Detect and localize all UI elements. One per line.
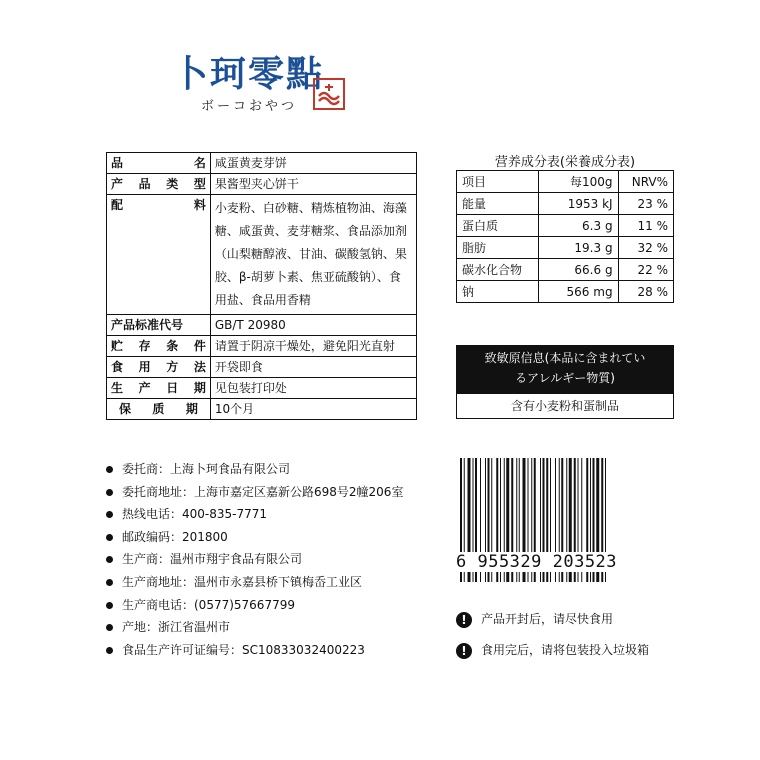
nutrition-header-per100g: 每100g — [539, 171, 618, 193]
nutrient-nrv: 11 % — [618, 215, 673, 237]
standard-code-value: GB/T 20980 — [210, 315, 416, 336]
list-item — [106, 526, 403, 549]
list-item — [106, 594, 403, 617]
manufacturer-address: 生产商地址：温州市永嘉县桥下镇梅岙工业区 — [122, 574, 363, 589]
table-row — [107, 357, 417, 378]
warning-text: 食用完后，请将包装投入垃圾箱 — [481, 643, 650, 657]
origin: 产地：浙江省温州市 — [122, 620, 231, 635]
product-name-label: 品 名 — [107, 153, 211, 174]
nutrition-table — [456, 170, 674, 303]
brand-logo-text: 卜珂零點 — [172, 53, 325, 95]
brand-seal-icon — [313, 78, 345, 110]
nutrition-header-item: 项目 — [457, 171, 539, 193]
allergen-title-line1: 致敏原信息(本品に含まれてい — [484, 351, 646, 365]
exclamation-icon: ! — [456, 612, 472, 628]
bullet-icon — [106, 511, 113, 518]
nutrient-amount: 1953 kJ — [539, 193, 618, 215]
bullet-icon — [106, 466, 113, 473]
production-date-label: 生产日期 — [107, 378, 211, 399]
nutrient-name: 钠 — [457, 281, 539, 303]
bullet-icon — [106, 556, 113, 563]
warning-text: 产品开封后，请尽快食用 — [481, 612, 614, 626]
product-name-value: 咸蛋黄麦芽饼 — [210, 153, 416, 174]
exclamation-icon: ! — [456, 643, 472, 659]
table-row — [457, 215, 674, 237]
table-row — [107, 378, 417, 399]
manufacturer-name: 生产商：温州市翔宇食品有限公司 — [122, 552, 303, 567]
table-row — [107, 195, 417, 315]
bullet-icon — [106, 602, 113, 609]
nutrient-name: 脂肪 — [457, 237, 539, 259]
nutrient-amount: 6.3 g — [539, 215, 618, 237]
table-row — [457, 259, 674, 281]
table-row — [107, 153, 417, 174]
warning-item — [456, 610, 613, 628]
nutrient-amount: 19.3 g — [539, 237, 618, 259]
bullet-icon — [106, 624, 113, 631]
client-name: 委托商：上海卜珂食品有限公司 — [122, 462, 291, 476]
ingredients-label: 配 料 — [107, 195, 211, 315]
company-info-list — [106, 458, 403, 661]
allergen-title-line2: るアレルギー物質) — [515, 371, 615, 385]
storage-value: 请置于阴凉干燥处，避免阳光直射 — [210, 336, 416, 357]
postal-code: 邮政编码：201800 — [122, 529, 228, 544]
list-item — [106, 548, 403, 571]
ingredients-value: 小麦粉、白砂糖、精炼植物油、海藻糖、咸蛋黄、麦芽糖浆、食品添加剂（山梨糖醇液、甘油、碳酸氢钠、果胶、β-胡萝卜素、焦亚硫酸钠）、食用盐、食品用香精 — [210, 195, 416, 315]
product-type-value: 果酱型夹心饼干 — [210, 174, 416, 195]
storage-label: 贮存条件 — [107, 336, 211, 357]
barcode-digits: 6 955329 203523 — [456, 552, 646, 572]
list-item — [106, 639, 403, 662]
table-row — [457, 281, 674, 303]
bullet-icon — [106, 534, 113, 541]
table-row — [107, 315, 417, 336]
shelf-life-label: 保质期 — [107, 399, 211, 420]
product-info-table — [106, 152, 417, 420]
nutrient-amount: 66.6 g — [539, 259, 618, 281]
nutrient-nrv: 22 % — [618, 259, 673, 281]
production-date-value: 见包装打印处 — [210, 378, 416, 399]
bullet-icon — [106, 647, 113, 654]
table-row — [107, 399, 417, 420]
table-row — [457, 193, 674, 215]
list-item — [106, 503, 403, 526]
usage-label: 食用方法 — [107, 357, 211, 378]
table-row — [107, 174, 417, 195]
bullet-icon — [106, 489, 113, 496]
nutrient-nrv: 32 % — [618, 237, 673, 259]
list-item — [106, 458, 403, 481]
table-row — [107, 336, 417, 357]
nutrient-nrv: 23 % — [618, 193, 673, 215]
usage-value: 开袋即食 — [210, 357, 416, 378]
nutrient-amount: 566 mg — [539, 281, 618, 303]
nutrient-name: 能量 — [457, 193, 539, 215]
nutrition-header-nrv: NRV% — [618, 171, 673, 193]
brand-logo-subtitle: ボーコおやつ — [201, 99, 298, 114]
client-address: 委托商地址：上海市嘉定区嘉新公路698号2幢206室 — [122, 484, 404, 499]
list-item — [106, 571, 403, 594]
nutrient-nrv: 28 % — [618, 281, 673, 303]
nutrient-name: 碳水化合物 — [457, 259, 539, 281]
hotline: 热线电话：400-835-7771 — [122, 507, 268, 522]
list-item — [106, 481, 403, 504]
warning-item — [456, 641, 649, 659]
shelf-life-value: 10个月 — [210, 399, 416, 420]
allergen-content: 含有小麦粉和蛋制品 — [456, 393, 674, 419]
nutrient-name: 蛋白质 — [457, 215, 539, 237]
manufacturer-phone: 生产商电话：(0577)57667799 — [122, 597, 295, 612]
table-row — [457, 237, 674, 259]
standard-code-label: 产品标准代号 — [107, 315, 211, 336]
table-header-row — [457, 171, 674, 193]
bullet-icon — [106, 579, 113, 586]
list-item — [106, 616, 403, 639]
product-type-label: 产品类型 — [107, 174, 211, 195]
nutrition-title: 营养成分表(栄養成分表) — [494, 155, 636, 170]
allergen-title — [456, 345, 674, 393]
license-number: 食品生产许可证编号：SC10833032400223 — [122, 642, 365, 657]
